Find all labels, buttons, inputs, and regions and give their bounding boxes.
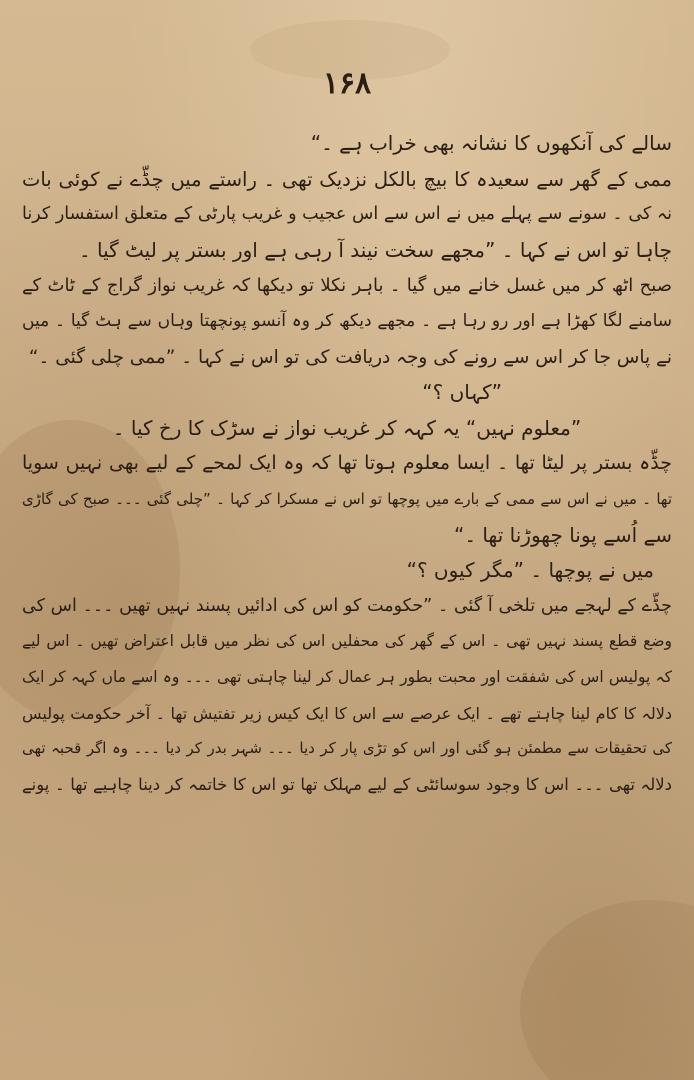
text-line: دلالہ کا کام لینا چاہتے تھے ۔ ایک عرصے سے اس کا ایک کیس زیر تفتیش تھا ۔ آخر حکومت پولیس <box>22 703 672 723</box>
text-line: ”معلوم نہیں“ یہ کہہ کر غریب نواز نے سڑک کا رخ کیا ۔ <box>112 415 582 440</box>
paper-stain <box>520 900 694 1080</box>
text-line: نہ کی ۔ سونے سے پہلے میں نے اس سے اس عجیب و غریب پارٹی کے متعلق استفسار کرنا <box>22 204 672 225</box>
text-line: کی تحقیقات سے مطمئن ہو گئی اور اس کو تڑی پار کر دیا ۔۔۔ شہر بدر کر دیا ۔۔۔ وہ اگر قحبہ تھی <box>22 739 672 758</box>
text-line: ”کہاں ؟“ <box>422 380 502 405</box>
text-line: صبح اٹھ کر میں غسل خانے میں گیا ۔ باہر نکلا تو دیکھا کہ غریب نواز گراج کے ٹاٹ کے <box>22 275 672 297</box>
text-line: کہ پولیس اس کی شفقت اور محبت بطور ہر عمال کر لینا چاہتی تھی ۔۔۔ وہ اسے ماں کہہ کر ایک <box>22 667 672 686</box>
text-line: وضع قطع پسند نہیں تھی ۔ اس کے گھر کی محفلیں اس کی نظر میں قابل اعتراض تھیں ۔ اس لیے <box>22 632 672 651</box>
page-number: ۱۶۸ <box>322 66 372 101</box>
text-line: سامنے لگا کھڑا ہے اور رو رہا ہے ۔ مجھے دیکھ کر وہ آنسو پونچھتا وہاں سے ہٹ گیا ۔ میں <box>22 310 672 331</box>
text-line: دلالہ تھی ۔۔۔ اس کا وجود سوسائٹی کے لیے مہلک تھا تو اس کا خاتمہ کر دینا چاہیے تھا ۔ پونے <box>22 774 672 794</box>
text-line: چاہا تو اس نے کہا ۔ ”مجھے سخت نیند آ رہی ہے اور بستر پر لیٹ گیا ۔ <box>78 237 672 262</box>
text-line: ممی کے گھر سے سعیدہ کا بیچ بالکل نزدیک تھی ۔ راستے میں چڈّے نے کوئی بات <box>22 167 672 191</box>
text-line: سے اُسے پونا چھوڑنا تھا ۔“ <box>453 522 672 547</box>
body-text <box>22 126 672 802</box>
text-line: چڈّے کے لہجے میں تلخی آ گئی ۔ ”حکومت کو اس کی ادائیں پسند نہیں تھیں ۔۔۔ اس کی <box>22 595 672 616</box>
text-line: نے پاس جا کر اس سے رونے کی وجہ دریافت کی تو اس نے کہا ۔ ”ممی چلی گئی ۔“ <box>28 346 672 368</box>
text-line: سالے کی آنکھوں کا نشانہ بھی خراب ہے ۔“ <box>310 131 672 155</box>
text-line: تھا ۔ میں نے اس سے ممی کے بارے میں پوچھا تو اس نے مسکرا کر کہا ۔ ”چلی گئی ۔۔۔ صبح کی گاڑی <box>22 489 672 508</box>
text-line: میں نے پوچھا ۔ ”مگر کیوں ؟“ <box>406 558 654 583</box>
text-line: چڈّہ بستر پر لیٹا تھا ۔ ایسا معلوم ہوتا تھا کہ وہ ایک لمحے کے لیے بھی نہیں سویا <box>22 452 672 475</box>
